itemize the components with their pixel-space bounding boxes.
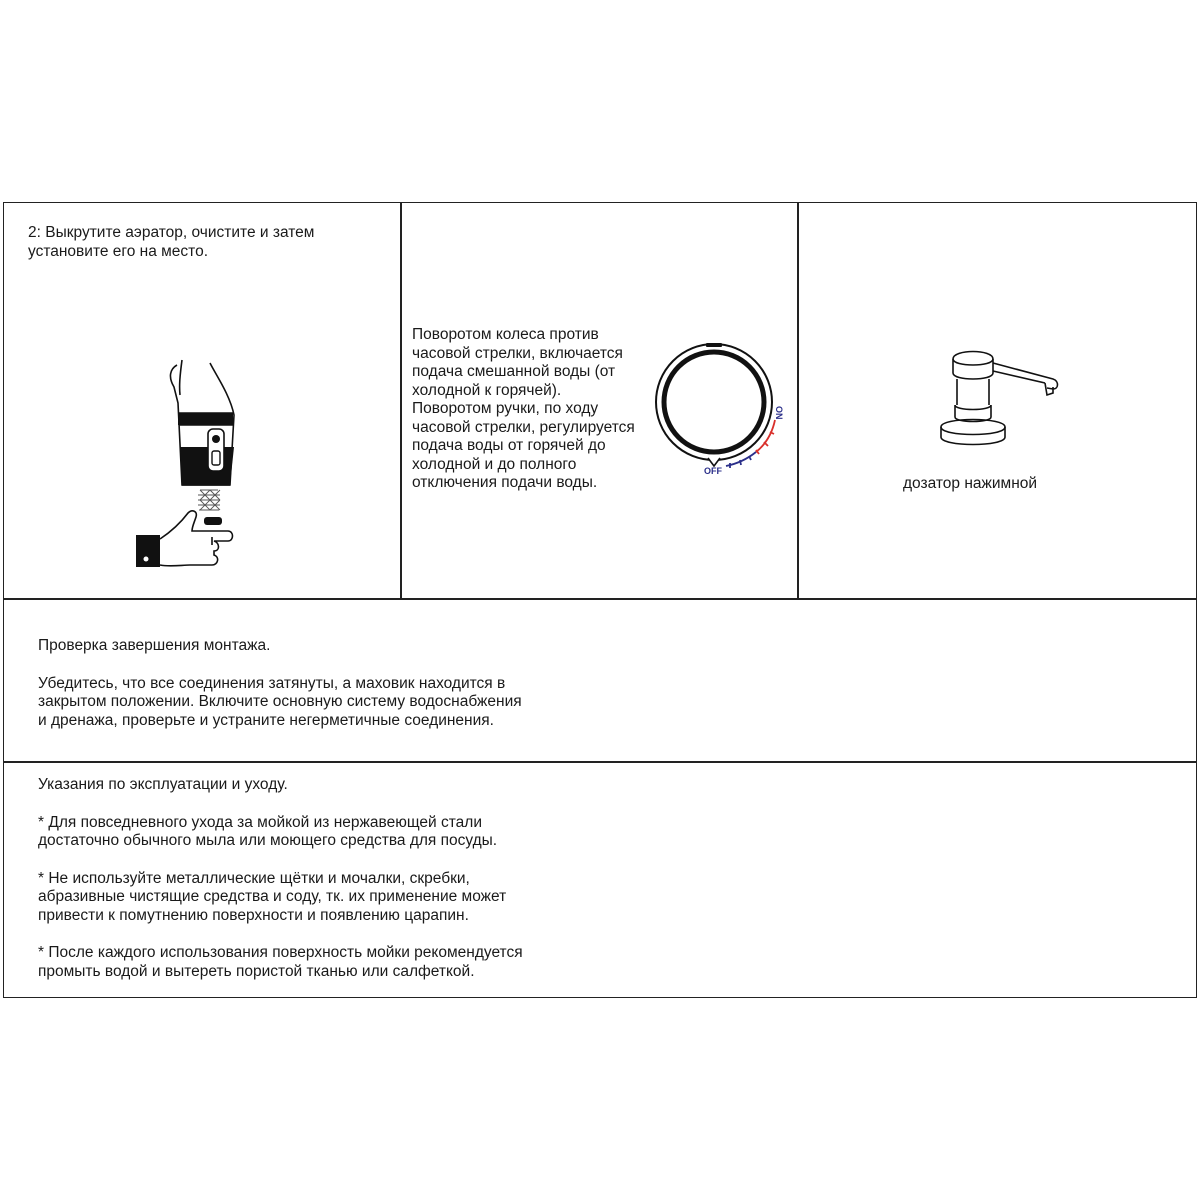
dispenser-caption: дозатор нажимной xyxy=(903,475,1038,492)
sleeve-cuff xyxy=(136,535,160,567)
mixer-instruction-line: часовой стрелки, регулируется xyxy=(412,418,635,436)
mixer-instruction-line: подача воды от горячей до xyxy=(412,437,606,454)
aerator-instruction-line: 2: Выкрутите аэратор, очистите и затем xyxy=(28,224,315,241)
mixer-instruction-line: подача смешанной воды (от xyxy=(412,363,616,380)
aerator-instruction-line: установите его на место. xyxy=(28,242,209,260)
dispenser-spout xyxy=(993,363,1058,389)
care-item-line: промыть водой и вытереть пористой тканью или салфеткой. xyxy=(38,962,475,980)
faucet-head-dark xyxy=(180,447,234,485)
section-title: Указания по эксплуатации и уходу. xyxy=(38,776,288,793)
water-spray xyxy=(198,490,220,510)
mixer-instruction xyxy=(412,326,635,493)
dial-inner-ring xyxy=(664,352,764,452)
dial-top-notch xyxy=(706,343,722,347)
dial-off-label: OFF xyxy=(704,466,722,476)
care-item-line: абразивные чистящие средства и соду, тк. их применение может xyxy=(38,888,507,905)
install-check-line: и дренажа, проверьте и устраните негерметичные соединения. xyxy=(38,711,494,729)
column-divider-2 xyxy=(797,202,799,600)
dial-on-label: ON xyxy=(774,406,784,420)
install-check-text xyxy=(38,637,522,730)
mixer-instruction-line: часовой стрелки, включается xyxy=(412,344,623,362)
soap-dispenser-illustration xyxy=(935,345,1065,450)
dispenser-neck xyxy=(957,379,989,405)
mixer-dial-diagram xyxy=(650,340,790,480)
care-text xyxy=(38,776,523,981)
mixer-instruction-line: холодной к горячей). xyxy=(412,381,562,399)
care-item-line: * Не используйте металлические щётки и мочалки, скребки, xyxy=(38,869,470,887)
care-item-line: достаточно обычного мыла или моющего средства для посуды. xyxy=(38,832,498,849)
install-check-line: Убедитесь, что все соединения затянуты, а маховик находится в xyxy=(38,674,506,692)
install-check-line: закрытом положении. Включите основную систему водоснабжения xyxy=(38,693,522,710)
care-item-line: * Для повседневного ухода за мойкой из нержавеющей стали xyxy=(38,813,482,831)
mixer-instruction-line: холодной и до полного xyxy=(412,455,577,473)
faucet-dark-band xyxy=(178,413,233,425)
mixer-instruction-line: отключения подачи воды. xyxy=(412,474,598,491)
faucet-hose-line xyxy=(180,360,182,395)
mixer-instruction-line: Поворотом колеса против xyxy=(412,326,599,343)
column-divider-1 xyxy=(400,202,402,600)
aerator-removal-illustration xyxy=(130,355,250,575)
care-item-line: * После каждого использования поверхность мойки рекомендуется xyxy=(38,944,523,961)
aerator-instruction xyxy=(28,224,314,261)
mixer-instruction-line: Поворотом ручки, по ходу xyxy=(412,400,599,417)
dial-pointer xyxy=(708,458,720,466)
section-title: Проверка завершения монтажа. xyxy=(38,637,271,654)
care-item-line: привести к помутнению поверхности и появлению царапин. xyxy=(38,906,469,924)
aerator-piece xyxy=(204,517,222,525)
